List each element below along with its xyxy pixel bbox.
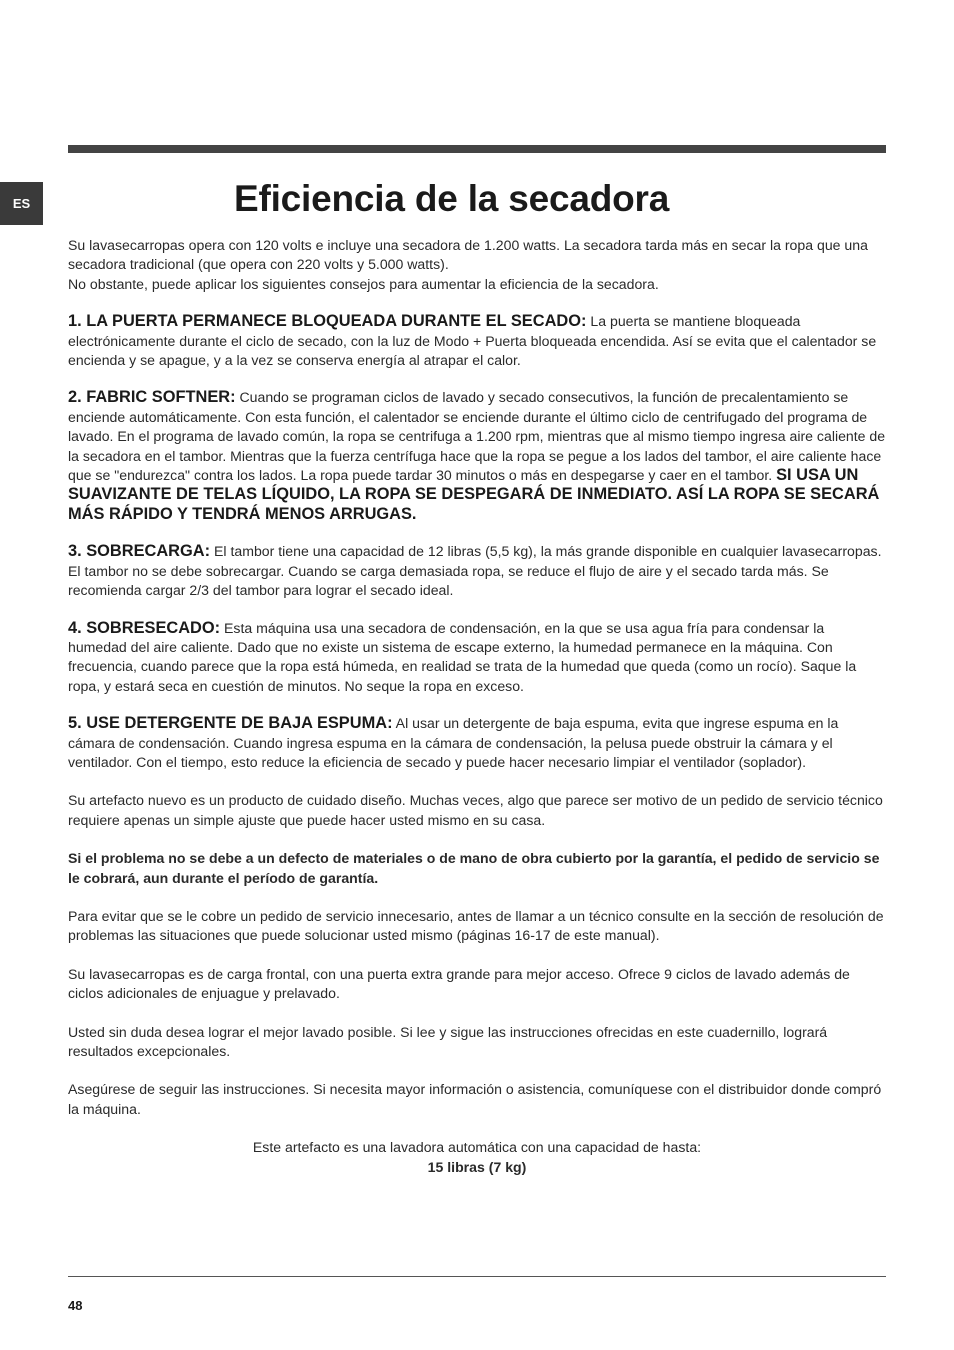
tip-4 [68, 619, 886, 697]
paragraph-troubleshooting: Para evitar que se le cobre un pedido de servicio innecesario, antes de llamar a un técnico consulte en la sección de resolución de problemas las situaciones que puede solucionar usted mismo (páginas 16-17 de este manual). [68, 907, 884, 944]
tip-2-heading: 2. FABRIC SOFTNER: [68, 388, 236, 407]
top-rule [68, 145, 886, 153]
paragraph-best-wash: Usted sin duda desea lograr el mejor lavado posible. Si lee y sigue las instrucciones ofrecidas en este cuadernillo, logrará resultados excepcionales. [68, 1023, 828, 1059]
tip-1-text: La puerta se mantiene bloqueada electrónicamente durante el ciclo de secado, con la luz de Modo + Puerta bloqueada encendida. Así se evita que el calentador se encienda y se apague, y a la vez se conserva energía al atrapar el calor. [68, 313, 877, 369]
tip-3-heading: 3. SOBRECARGA: [68, 542, 211, 561]
page-number: 48 [68, 1298, 83, 1313]
tip-5-heading: 5. USE DETERGENTE DE BAJA ESPUMA: [68, 714, 393, 733]
tip-2-text: Cuando se programan ciclos de lavado y secado consecutivos, la función de precalentamiento se enciende automáticamente. Con esta función, el calentador se enciende durante el último ciclo de centrifugado del programa de lavado. En el programa de lavado común, la ropa se centrifuga a 1.200 rpm, mientras que al mismo tiempo ingresa aire caliente de la secadora en el tambor. Mientras que la fuerza centrífuga hace que la ropa se pegue a los lados del tambor, el aire caliente hace que se "endurezca" contra los lados. La ropa puede tardar 30 minutos o más en despegarse y caer en el tambor. [68, 389, 886, 484]
capacity-line-1: Este artefacto es una lavadora automática con una capacidad de hasta: [252, 1139, 702, 1156]
tip-2-emphasis: SI USA UN SUAVIZANTE DE TELAS LÍQUIDO, LA ROPA SE DESPEGARÁ DE INMEDIATO. ASÍ LA ROPA SE SECARÁ MÁS RÁPIDO Y TENDRÁ MENOS ARRUGAS. [68, 466, 880, 523]
paragraph-warranty-note: Si el problema no se debe a un defecto de materiales o de mano de obra cubierto por la garantía, el pedido de servicio se le cobrará, aun durante el período de garantía. [68, 850, 880, 886]
paragraph-front-load: Su lavasecarropas es de carga frontal, con una puerta extra grande para mejor acceso. Ofrece 9 ciclos de lavado además de ciclos adicionales de enjuague y prelavado. [68, 965, 850, 1002]
tip-2 [68, 388, 886, 524]
tip-4-heading: 4. SOBRESECADO: [68, 618, 221, 637]
intro-paragraph [68, 236, 886, 294]
tip-1-heading: 1. LA PUERTA PERMANECE BLOQUEADA DURANTE EL SECADO: [68, 312, 587, 331]
tip-3 [68, 542, 886, 600]
tip-3-text: El tambor tiene una capacidad de 12 libras (5,5 kg), la más grande disponible en cualquier lavasecarropas. El tambor no se debe sobrecargar. Cuando se carga demasiada ropa, se reduce el flujo de aire y el secado tarda más. Se recomienda cargar 2/3 del tambor para lograr el secado ideal. [68, 543, 882, 599]
tip-4-text: Esta máquina usa una secadora de condensación, en la que se usa agua fría para condensar la humedad del aire caliente. Dado que no existe un sistema de escape externo, la humedad permanece en la máquina. Con frecuencia, cuando parece que la ropa está húmeda, en realidad se trata de la humedad que queda (como un rocío). Saque la ropa, y estará seca en cuestión de minutos. No seque la ropa en exceso. [68, 619, 857, 694]
bottom-rule [68, 1276, 886, 1277]
paragraph-product: Su artefacto nuevo es un producto de cuidado diseño. Muchas veces, algo que parece ser motivo de un pedido de servicio técnico requiere apenas un simple ajuste que puede hacer usted mismo en su casa. [68, 792, 883, 828]
intro-line-2: No obstante, puede aplicar los siguientes consejos para aumentar la eficiencia de la secadora. [68, 275, 659, 292]
capacity-value: 15 libras (7 kg) [427, 1158, 527, 1175]
tip-5 [68, 714, 886, 772]
intro-line-1: Su lavasecarropas opera con 120 volts e incluye una secadora de 1.200 watts. La secadora tarda más en secar la ropa que una secadora tradicional (que opera con 220 volts y 5.000 watts). [68, 237, 868, 273]
language-tab: ES [0, 182, 43, 225]
tip-5-text: Al usar un detergente de baja espuma, evita que ingrese espuma en la cámara de condensación. Cuando ingresa espuma en la cámara de condensación, la pelusa puede obstruir la cámara y el ventilador. Con el tiempo, esto reduce la eficiencia de secado y puede hacer necesario limpiar el ventilador (soplador). [68, 715, 839, 770]
page-title: Eficiencia de la secadora [234, 178, 670, 219]
paragraph-instructions: Asegúrese de seguir las instrucciones. Si necesita mayor información o asistencia, comuníquese con el distribuidor donde compró la máquina. [68, 1081, 882, 1117]
main-content [68, 236, 886, 1177]
tip-1 [68, 312, 886, 370]
capacity-statement [68, 1138, 886, 1177]
